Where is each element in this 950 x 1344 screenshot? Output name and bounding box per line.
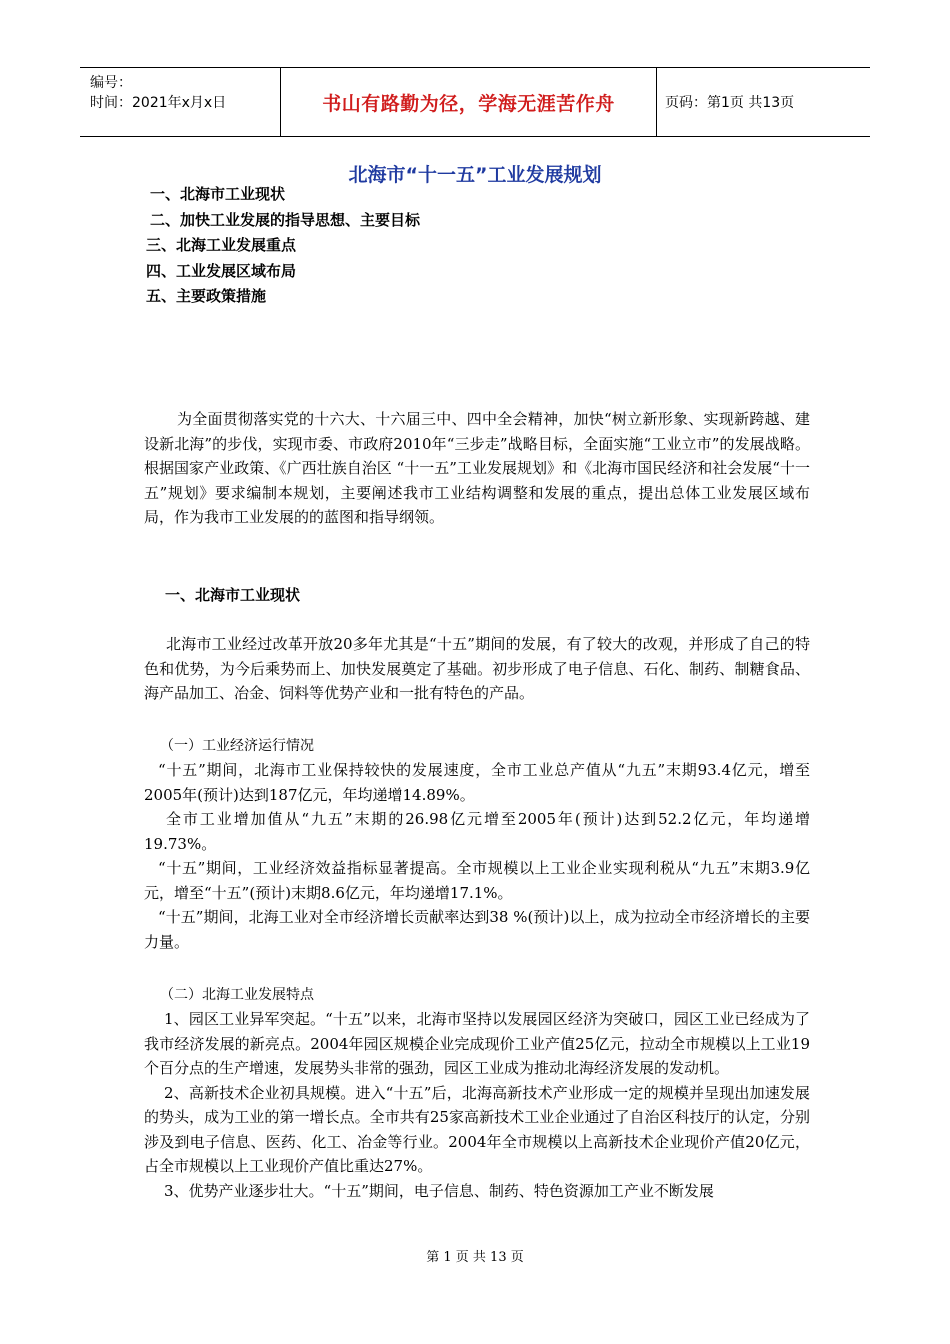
toc-item: 五、主要政策措施 [146, 287, 267, 305]
page-footer: 第 1 页 共 13 页 [426, 1250, 524, 1265]
section-heading: 一、北海市工业现状 [165, 586, 301, 604]
body-paragraph: “十五”期间，工业经济效益指标显著提高。全市规模以上工业企业实现利税从“九五”末期3.9亿元，增至“十五”(预计)末期8.6亿元，年均递增17.1%。 [144, 859, 810, 902]
subsection-heading: （一）工业经济运行情况 [160, 738, 314, 754]
toc-item: 一、北海市工业现状 [150, 185, 286, 203]
intro-paragraph: 为全面贯彻落实党的十六大、十六届三中、四中全会精神，加快“树立新形象、实现新跨越、建设新北海”的步伐，实现市委、市政府2010年“三步走”战略目标，全面实施“工业立市”的发展战略。根据国家产业政策、《广西壮族自治区 “十一五”工业发展规划》和《北海市国民经济和社会发展“十一五”规划》要求编制本规划，主要阐述我市工业结构调整和发展的重点，提出总体工业发展区域布局，作为我市工业发展的的蓝图和指导纲领。 [144, 410, 810, 526]
date-label: 时间：2021年x月x日 [90, 95, 227, 111]
table-of-contents [146, 182, 420, 310]
toc-item: 四、工业发展区域布局 [146, 261, 297, 280]
body-paragraph: 2、高新技术企业初具规模。进入“十五”后，北海高新技术产业形成一定的规模并呈现出加速发展的势头，成为工业的第一增长点。全市共有25家高新技术工业企业通过了自治区科技厅的认定，分别涉及到电子信息、医药、化工、冶金等行业。2004年全市规模以上高新技术企业现价产值20亿元，占全市规模以上工业现价产值比重达27%。 [144, 1083, 810, 1175]
header-meta [80, 68, 281, 136]
subsection-body [144, 1007, 810, 1203]
document-title: 北海市“十一五”工业发展规划 [348, 164, 602, 186]
subsection-body [144, 758, 810, 954]
body-paragraph: 3、优势产业逐步壮大。“十五”期间，电子信息、制药、特色资源加工产业不断发展 [164, 1181, 714, 1200]
subsection-heading: （二）北海工业发展特点 [160, 987, 314, 1003]
header-table [80, 67, 870, 137]
header-motto: 书山有路勤为径，学海无涯苦作舟 [281, 68, 657, 136]
toc-item: 三、北海工业发展重点 [146, 236, 297, 254]
body-paragraph: 全市工业增加值从“九五”末期的26.98亿元增至2005年(预计)达到52.2亿元，年均递增19.73%。 [144, 810, 810, 853]
body-paragraph: 1、园区工业异军突起。“十五”以来，北海市坚持以发展园区经济为突破口，园区工业已经成为了我市经济发展的新亮点。2004年园区规模企业完成现价工业产值25亿元，拉动全市规模以上工业19个百分点的生产增速，发展势头非常的强劲，园区工业成为推动北海经济发展的发动机。 [144, 1010, 810, 1077]
body-paragraph: “十五”期间，北海市工业保持较快的发展速度，全市工业总产值从“九五”末期93.4亿元，增至2005年(预计)达到187亿元，年均递增14.89%。 [144, 761, 810, 804]
header-page-info: 页码：第1页 共13页 [665, 95, 795, 111]
toc-item: 二、加快工业发展的指导思想、主要目标 [150, 210, 421, 229]
body-paragraph: “十五”期间，北海工业对全市经济增长贡献率达到38 %(预计)以上，成为拉动全市经济增长的主要力量。 [144, 908, 810, 951]
number-label: 编号： [90, 75, 132, 91]
section-paragraph: 北海市工业经过改革开放20多年尤其是“十五”期间的发展，有了较大的改观，并形成了自己的特色和优势，为今后乘势而上、加快发展奠定了基础。初步形成了电子信息、石化、制药、制糖食品、海产品加工、冶金、饲料等优势产业和一批有特色的产品。 [144, 635, 810, 702]
